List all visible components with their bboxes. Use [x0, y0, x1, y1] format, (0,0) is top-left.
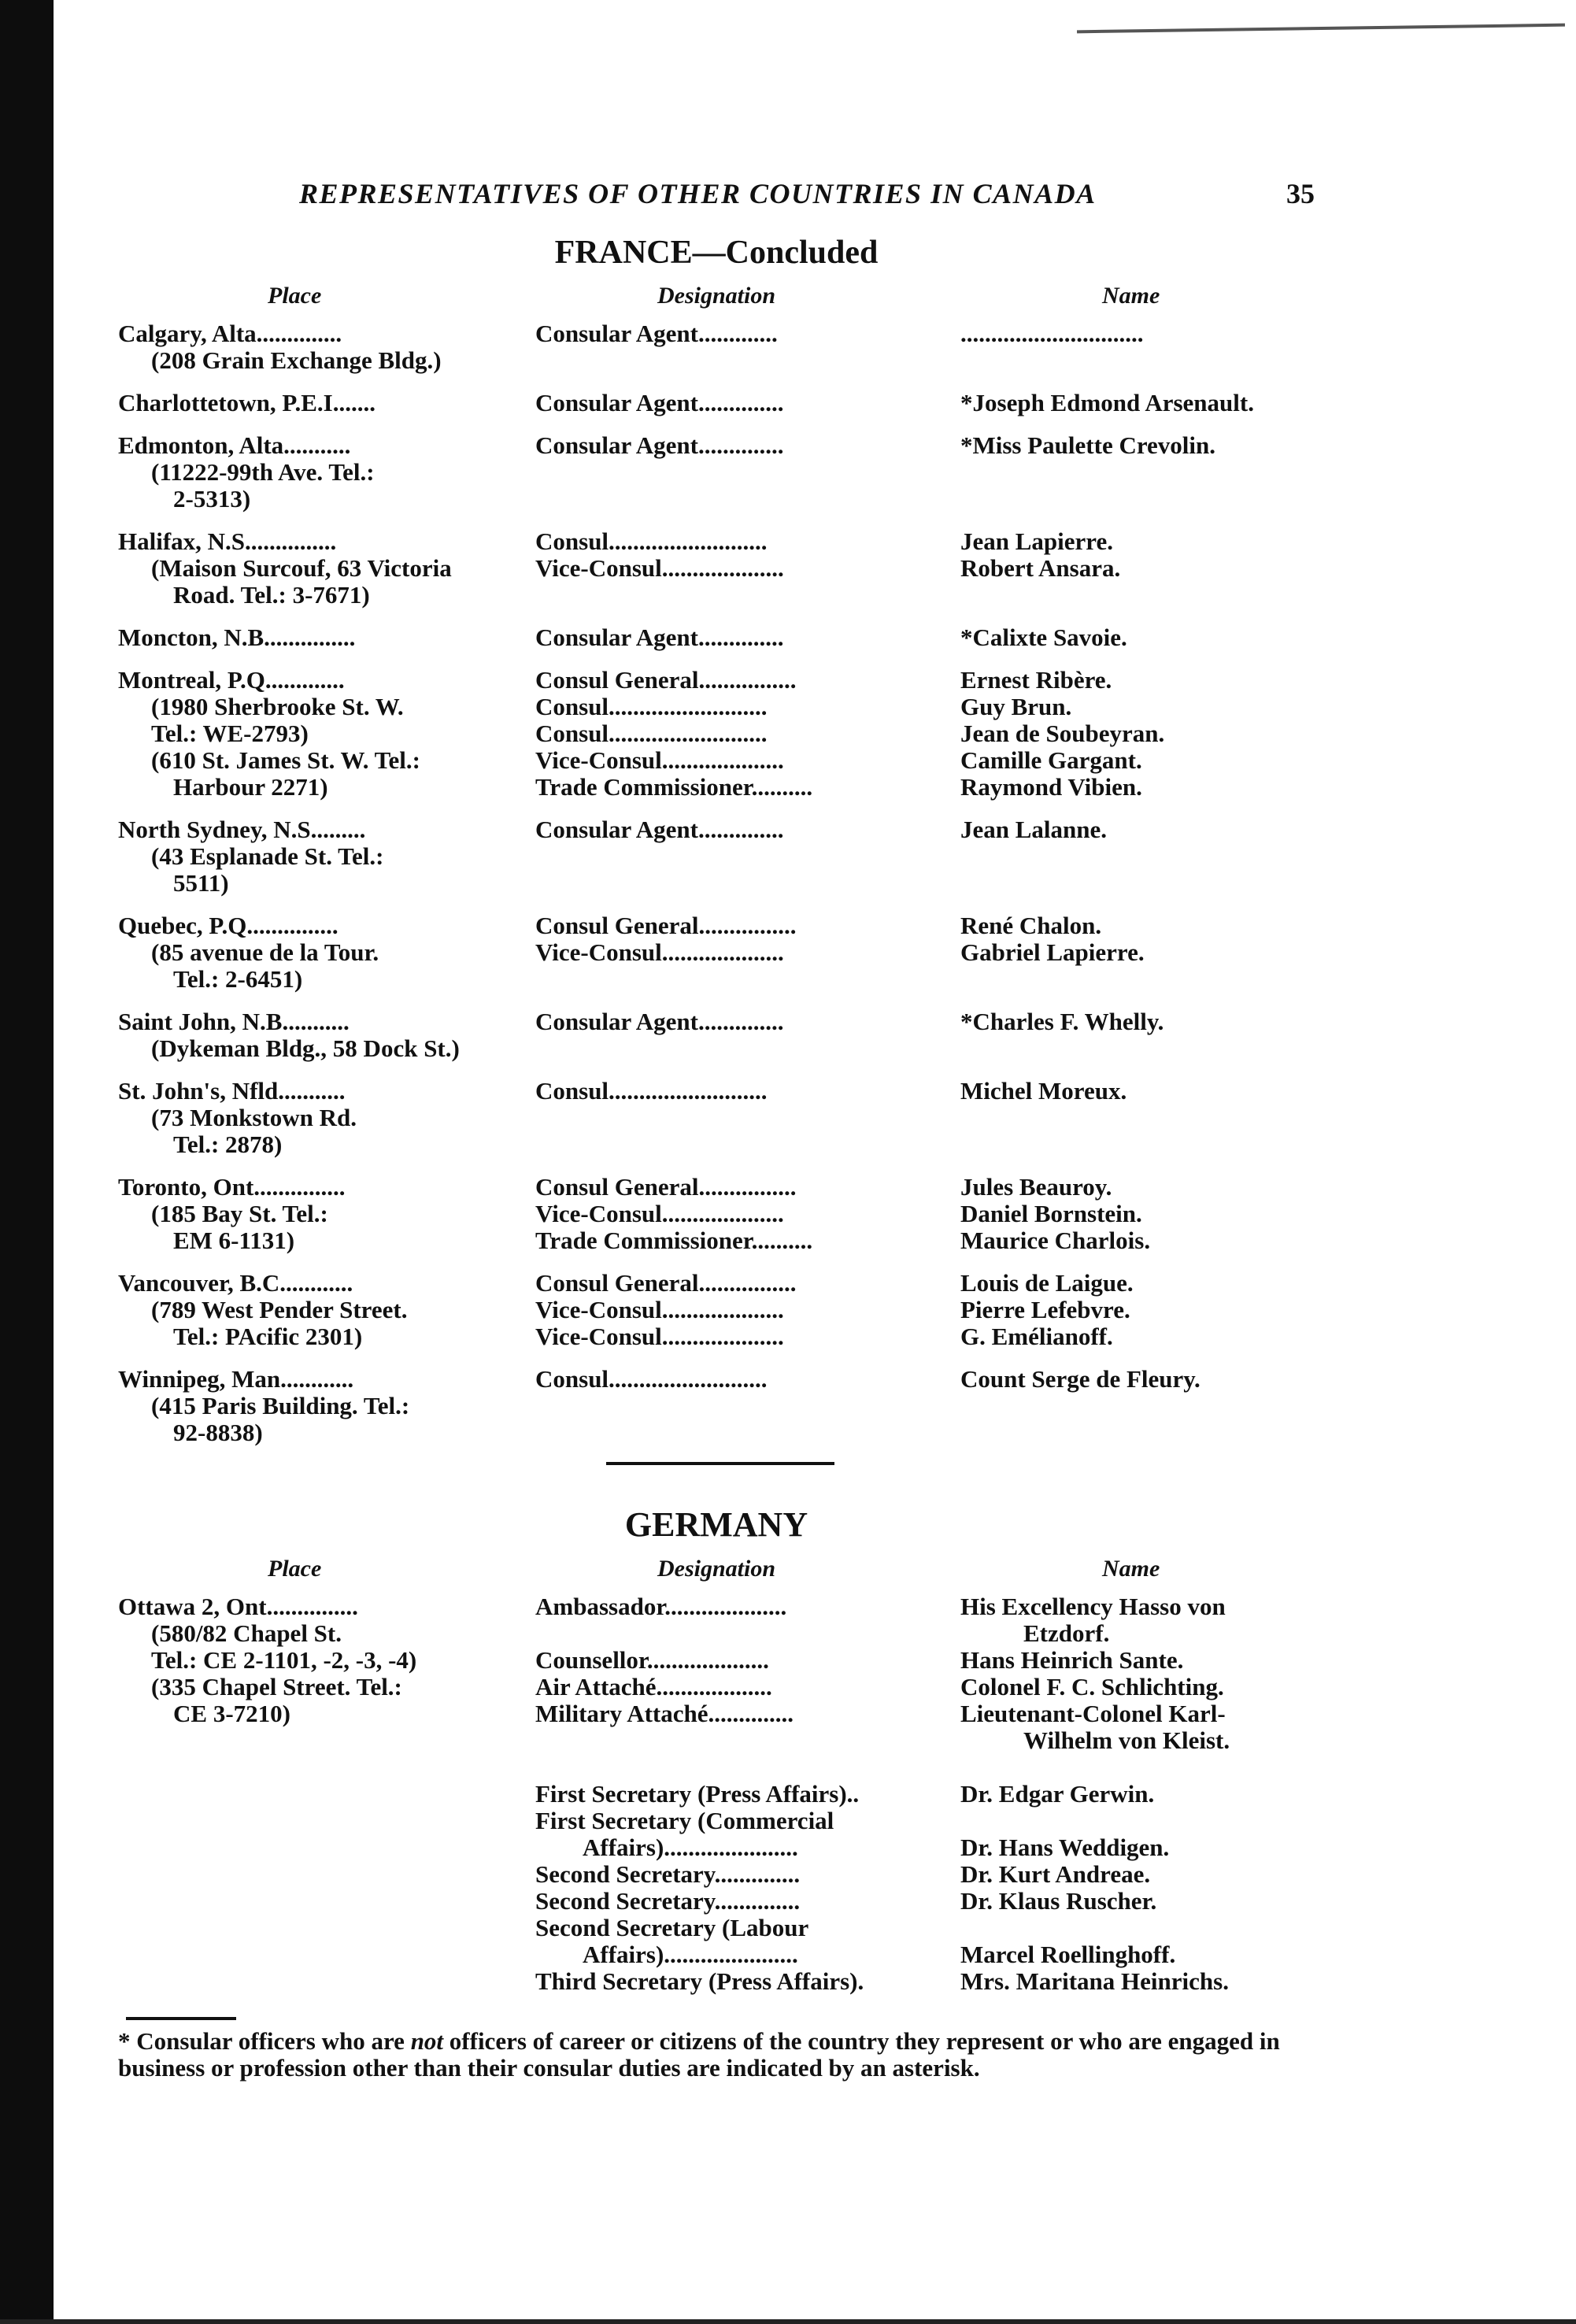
person-name: Louis de Laigue.	[960, 1269, 1134, 1297]
place-city: Vancouver, B.C............	[118, 1269, 353, 1297]
person-name: *Joseph Edmond Arsenault.	[960, 389, 1254, 416]
place-cell	[118, 1593, 520, 1995]
place-city: St. John's, Nfld...........	[118, 1077, 346, 1105]
scan-border-bottom	[0, 2319, 1576, 2324]
designation: Second Secretary (Labour	[535, 1914, 809, 1941]
name-cell	[945, 528, 1315, 609]
scan-border-left	[0, 0, 54, 2324]
place-cell	[118, 1078, 520, 1158]
person-name	[960, 1915, 1315, 1941]
place-address-line: EM 6-1131)	[173, 1227, 295, 1254]
place-city: Moncton, N.B...............	[118, 624, 356, 651]
running-header	[118, 177, 1315, 216]
france-entry	[118, 432, 1315, 513]
designation: Vice-Consul....................	[535, 1323, 784, 1350]
document-page	[118, 177, 1315, 2082]
designation-cell	[520, 1593, 945, 1995]
designation: Consul General................	[535, 1173, 797, 1201]
place-address-line: (789 West Pender Street.	[151, 1296, 408, 1323]
designation-cell	[520, 528, 945, 609]
designation-cell	[520, 432, 945, 513]
person-name: Jean Lapierre.	[960, 527, 1114, 555]
designation-header: Designation	[657, 1556, 776, 1582]
spacer	[535, 1754, 945, 1781]
name-cell	[945, 1270, 1315, 1350]
place-city: North Sydney, N.S.........	[118, 816, 366, 843]
person-name: Colonel F. C. Schlichting.	[960, 1673, 1224, 1700]
designation: Military Attaché..............	[535, 1700, 794, 1727]
designation: Ambassador....................	[535, 1593, 787, 1620]
designation-cell	[520, 624, 945, 651]
person-name: Camille Gargant.	[960, 746, 1142, 774]
designation: Consul..........................	[535, 1077, 768, 1105]
france-entry	[118, 816, 1315, 897]
designation: Second Secretary..............	[535, 1887, 801, 1915]
designation: Consular Agent.............	[535, 320, 778, 347]
place-address-line: (415 Paris Building. Tel.:	[151, 1392, 410, 1419]
france-entry	[118, 1008, 1315, 1062]
designation: First Secretary (Press Affairs)..	[535, 1780, 860, 1808]
place-city: Calgary, Alta..............	[118, 320, 342, 347]
place-cell	[118, 1270, 520, 1350]
place-city: Ottawa 2, Ont...............	[118, 1593, 358, 1620]
place-city: Montreal, P.Q.............	[118, 666, 345, 694]
designation: First Secretary (Commercial	[535, 1807, 834, 1834]
designation: Vice-Consul....................	[535, 938, 784, 966]
france-entry	[118, 1174, 1315, 1254]
designation-cell	[520, 1174, 945, 1254]
france-entry	[118, 667, 1315, 801]
designation-cell	[520, 912, 945, 993]
person-name: *Miss Paulette Crevolin.	[960, 431, 1216, 459]
place-address-line: 92-8838)	[173, 1419, 263, 1446]
person-name: Jules Beauroy.	[960, 1173, 1112, 1201]
place-cell	[118, 1366, 520, 1446]
person-name: Dr. Kurt Andreae.	[960, 1860, 1151, 1888]
designation: Consular Agent..............	[535, 431, 784, 459]
name-cell	[945, 624, 1315, 651]
designation: Vice-Consul....................	[535, 554, 784, 582]
name-cell	[945, 390, 1315, 416]
person-name: Jean Lalanne.	[960, 816, 1108, 843]
place-address-line: Harbour 2271)	[173, 773, 328, 801]
place-address-line: Tel.: PAcific 2301)	[173, 1323, 363, 1350]
person-name: Guy Brun.	[960, 693, 1072, 720]
place-cell	[118, 1008, 520, 1062]
place-address-line: Tel.: CE 2-1101, -2, -3, -4)	[151, 1646, 417, 1674]
place-cell	[118, 816, 520, 897]
designation: Consular Agent..............	[535, 816, 784, 843]
person-name: Hans Heinrich Sante.	[960, 1646, 1184, 1674]
person-name: G. Emélianoff.	[960, 1323, 1113, 1350]
designation: Consul General................	[535, 912, 797, 939]
place-cell	[118, 320, 520, 374]
place-address-line: (43 Esplanade St. Tel.:	[151, 842, 384, 870]
designation: Second Secretary..............	[535, 1860, 801, 1888]
designation-cell	[520, 667, 945, 801]
france-section-title: FRANCE—Concluded	[554, 235, 879, 271]
footnote-emphasis: not	[410, 2027, 444, 2055]
place-header: Place	[268, 1556, 322, 1582]
designation: Consul General................	[535, 1269, 797, 1297]
france-entry	[118, 1366, 1315, 1446]
person-name: Jean de Soubeyran.	[960, 720, 1165, 747]
designation: Affairs)......................	[583, 1941, 798, 1968]
place-address-line: (Maison Surcouf, 63 Victoria	[151, 554, 452, 582]
place-address-line: (11222-99th Ave. Tel.:	[151, 458, 375, 486]
person-name: Dr. Edgar Gerwin.	[960, 1780, 1155, 1808]
person-name: Count Serge de Fleury.	[960, 1365, 1200, 1393]
name-cell	[945, 816, 1315, 897]
place-address-line: (73 Monkstown Rd.	[151, 1104, 357, 1131]
name-cell	[945, 667, 1315, 801]
person-name: Michel Moreux.	[960, 1077, 1127, 1105]
designation-cell	[520, 1270, 945, 1350]
footnote-text-2: officers of career or citizens of the country they represent or who are engaged in business or profession other than their consular duties are indicated by an asterisk.	[118, 2027, 1280, 2082]
person-name: René Chalon.	[960, 912, 1102, 939]
place-city: Edmonton, Alta...........	[118, 431, 351, 459]
designation: Consul..........................	[535, 720, 768, 747]
place-address-line: (610 St. James St. W. Tel.:	[151, 746, 420, 774]
name-cell	[945, 432, 1315, 513]
footnote-rule	[126, 2017, 236, 2020]
france-entry	[118, 624, 1315, 651]
designation-cell	[520, 320, 945, 374]
person-name: Etzdorf.	[1023, 1619, 1110, 1647]
designation: Consular Agent..............	[535, 389, 784, 416]
place-cell	[118, 528, 520, 609]
place-address-line: 2-5313)	[173, 485, 251, 513]
running-title: REPRESENTATIVES OF OTHER COUNTRIES IN CANADA	[299, 178, 1097, 209]
place-cell	[118, 432, 520, 513]
person-name: Dr. Hans Weddigen.	[960, 1834, 1170, 1861]
name-cell	[945, 1593, 1315, 1995]
designation: Third Secretary (Press Affairs).	[535, 1967, 864, 1995]
person-name	[960, 1808, 1315, 1834]
person-name: Dr. Klaus Ruscher.	[960, 1887, 1157, 1915]
person-name: Raymond Vibien.	[960, 773, 1142, 801]
place-address-line: CE 3-7210)	[173, 1700, 290, 1727]
france-entry	[118, 528, 1315, 609]
designation: Vice-Consul....................	[535, 1200, 784, 1227]
footnote	[118, 2028, 1315, 2082]
place-address-line: (185 Bay St. Tel.:	[151, 1200, 328, 1227]
person-name: Ernest Ribère.	[960, 666, 1112, 694]
place-cell	[118, 667, 520, 801]
place-city: Toronto, Ont...............	[118, 1173, 346, 1201]
designation: Consul..........................	[535, 1365, 768, 1393]
place-city: Winnipeg, Man............	[118, 1365, 354, 1393]
person-name: ..............................	[960, 320, 1144, 347]
place-address-line: Tel.: WE-2793)	[151, 720, 309, 747]
france-entry	[118, 1078, 1315, 1158]
place-address-line: Road. Tel.: 3-7671)	[173, 581, 370, 609]
person-name: Maurice Charlois.	[960, 1227, 1151, 1254]
designation: Vice-Consul....................	[535, 746, 784, 774]
designation: Consul..........................	[535, 693, 768, 720]
name-cell	[945, 1366, 1315, 1446]
designation: Affairs)......................	[583, 1834, 798, 1861]
designation: Counsellor....................	[535, 1646, 769, 1674]
designation-header: Designation	[657, 283, 776, 309]
designation: Air Attaché...................	[535, 1673, 772, 1700]
scan-border-top	[54, 0, 1576, 31]
designation	[535, 1620, 945, 1647]
place-address-line: (580/82 Chapel St.	[151, 1619, 342, 1647]
designation-cell	[520, 1078, 945, 1158]
germany-entry	[118, 1593, 1315, 1995]
person-name: Marcel Roellinghoff.	[960, 1941, 1176, 1968]
place-address-line: (1980 Sherbrooke St. W.	[151, 693, 404, 720]
place-address-line: 5511)	[173, 869, 229, 897]
designation: Consular Agent..............	[535, 1008, 784, 1035]
place-address-line: Tel.: 2878)	[173, 1131, 283, 1158]
name-cell	[945, 1078, 1315, 1158]
france-entry	[118, 320, 1315, 374]
designation: Consular Agent..............	[535, 624, 784, 651]
person-name: Robert Ansara.	[960, 554, 1121, 582]
place-cell	[118, 912, 520, 993]
footnote-text-1: * Consular officers who are	[118, 2027, 411, 2055]
place-address-line: (Dykeman Bldg., 58 Dock St.)	[151, 1034, 460, 1062]
designation-cell	[520, 816, 945, 897]
person-name: *Charles F. Whelly.	[960, 1008, 1164, 1035]
name-header: Name	[1102, 1556, 1160, 1582]
france-column-headers	[118, 283, 1315, 309]
person-name: His Excellency Hasso von	[960, 1593, 1226, 1620]
person-name: Pierre Lefebvre.	[960, 1296, 1130, 1323]
place-address-line: (85 avenue de la Tour.	[151, 938, 379, 966]
designation: Trade Commissioner..........	[535, 773, 813, 801]
place-city: Quebec, P.Q...............	[118, 912, 339, 939]
germany-column-headers	[118, 1556, 1315, 1582]
germany-section-title: GERMANY	[624, 1505, 808, 1544]
designation-cell	[520, 1008, 945, 1062]
designation-cell	[520, 390, 945, 416]
page-number: 35	[1286, 178, 1315, 209]
person-name: Daniel Bornstein.	[960, 1200, 1142, 1227]
place-address-line: (208 Grain Exchange Bldg.)	[151, 346, 442, 374]
designation: Vice-Consul....................	[535, 1296, 784, 1323]
person-name: Gabriel Lapierre.	[960, 938, 1145, 966]
france-entry	[118, 912, 1315, 993]
france-entry	[118, 390, 1315, 416]
designation	[535, 1727, 945, 1754]
france-entry	[118, 1270, 1315, 1350]
place-cell	[118, 624, 520, 651]
designation: Consul..........................	[535, 527, 768, 555]
designation-cell	[520, 1366, 945, 1446]
place-cell	[118, 1174, 520, 1254]
place-city: Charlottetown, P.E.I.......	[118, 389, 376, 416]
person-name: Mrs. Maritana Heinrichs.	[960, 1967, 1229, 1995]
person-name: *Calixte Savoie.	[960, 624, 1127, 651]
france-entries	[118, 320, 1315, 1446]
name-cell	[945, 320, 1315, 374]
place-address-line: Tel.: 2-6451)	[173, 965, 303, 993]
name-cell	[945, 912, 1315, 993]
place-cell	[118, 390, 520, 416]
designation: Consul General................	[535, 666, 797, 694]
place-city: Halifax, N.S...............	[118, 527, 337, 555]
name-cell	[945, 1174, 1315, 1254]
name-header: Name	[1102, 283, 1160, 309]
spacer	[960, 1754, 1315, 1781]
place-address-line: (335 Chapel Street. Tel.:	[151, 1673, 402, 1700]
section-divider	[606, 1462, 834, 1465]
name-cell	[945, 1008, 1315, 1062]
place-header: Place	[268, 283, 322, 309]
person-name: Wilhelm von Kleist.	[1023, 1726, 1230, 1754]
person-name: Lieutenant-Colonel Karl-	[960, 1700, 1226, 1727]
designation: Trade Commissioner..........	[535, 1227, 813, 1254]
place-city: Saint John, N.B...........	[118, 1008, 350, 1035]
